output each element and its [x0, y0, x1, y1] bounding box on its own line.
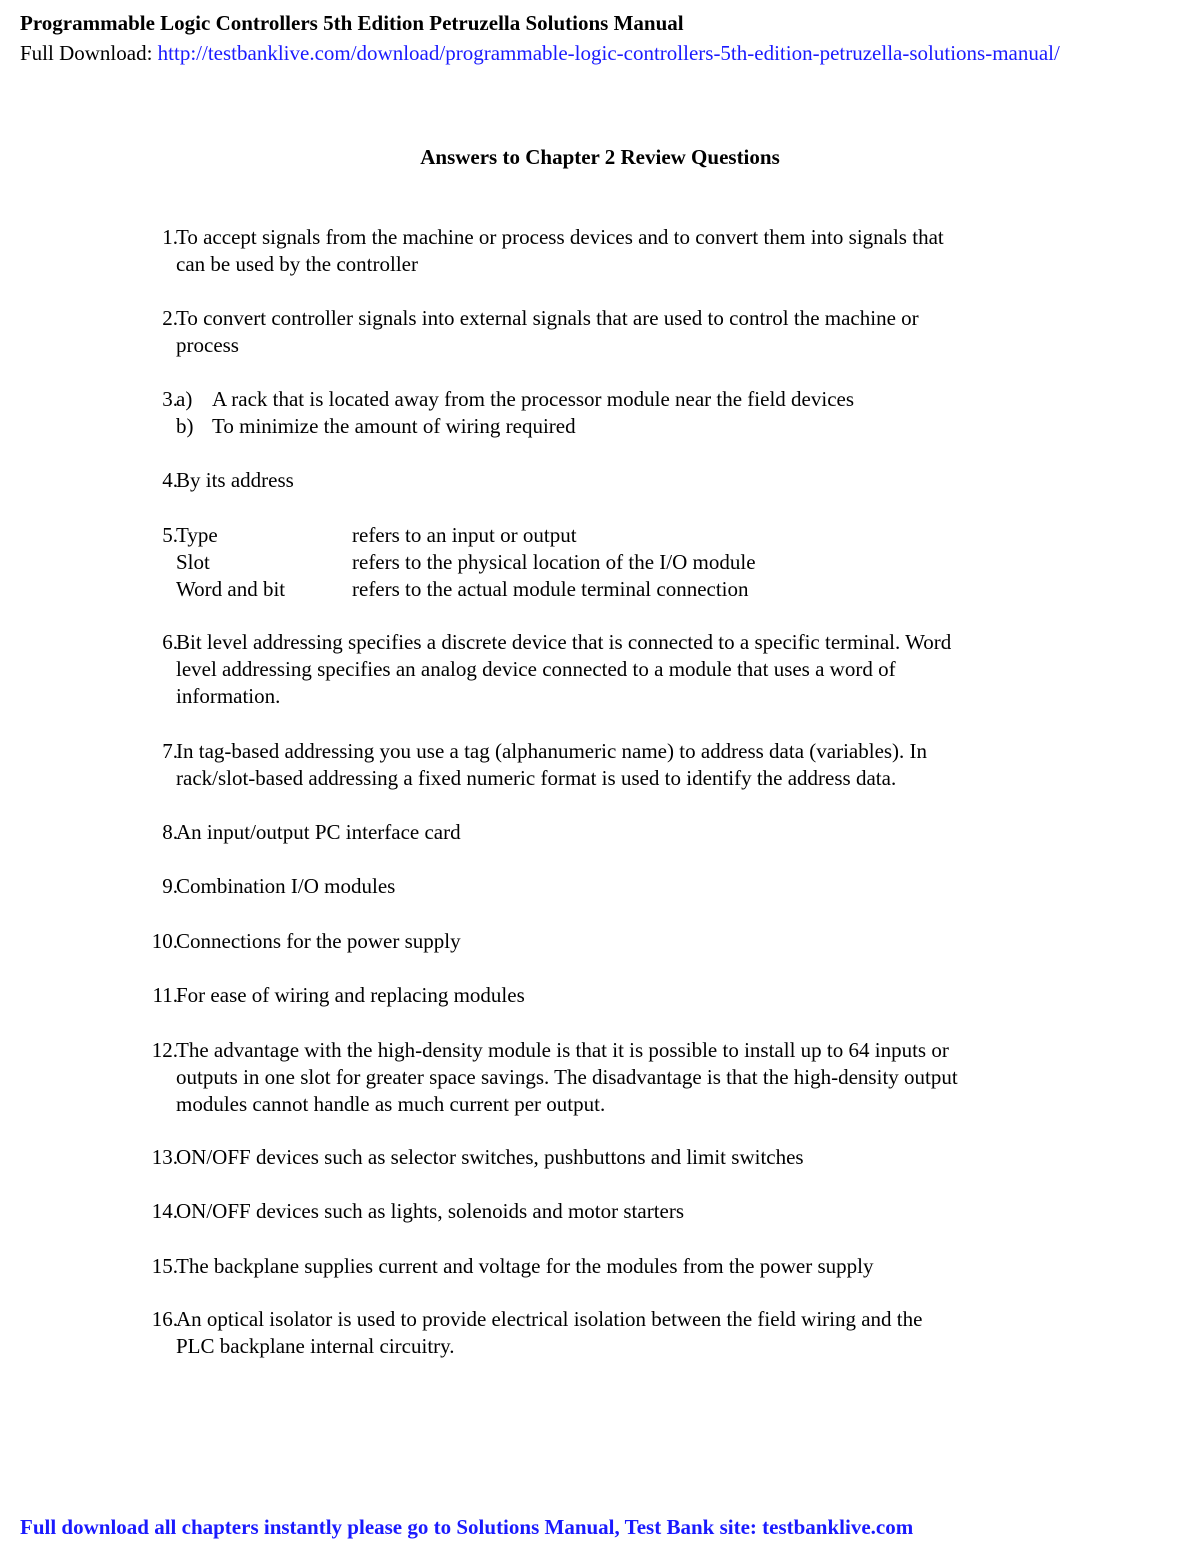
answer-line: In tag-based addressing you use a tag (alphanumeric name) to address data (variables). In	[176, 739, 928, 763]
term-type: Type	[176, 523, 218, 547]
answer-text	[176, 982, 1066, 1009]
answer-line: Combination I/O modules	[176, 874, 396, 898]
answer-number: 12.	[151, 1038, 178, 1062]
answer-line: modules cannot handle as much current per output.	[176, 1092, 606, 1116]
answer-line: To accept signals from the machine or process devices and to convert them into signals that	[176, 225, 944, 249]
answer-text	[176, 629, 1066, 710]
table-row	[176, 522, 1066, 549]
answer-text	[176, 1144, 1066, 1171]
answer-line: outputs in one slot for greater space savings. The disadvantage is that the high-density output	[176, 1065, 958, 1089]
answer-number: 7.	[162, 739, 178, 763]
answer-line: By its address	[176, 468, 294, 492]
answer-line: To convert controller signals into external signals that are used to control the machine or	[176, 306, 919, 330]
answer-text	[176, 1253, 1066, 1280]
answer-number: 16.	[151, 1307, 178, 1331]
answer-line: PLC backplane internal circuitry.	[176, 1334, 455, 1358]
answer-text	[176, 873, 1066, 900]
answer-text	[176, 738, 1066, 792]
download-label: Full Download:	[20, 41, 158, 65]
answer-number: 1.	[162, 225, 178, 249]
answer-number: 14.	[151, 1199, 178, 1223]
sub-letter: a)	[176, 387, 193, 411]
answer-line: For ease of wiring and replacing modules	[176, 983, 525, 1007]
answer-line: rack/slot-based addressing a fixed numeric format is used to identify the address data.	[176, 766, 897, 790]
answer-line: Bit level addressing specifies a discrete device that is connected to a specific terminal. Word	[176, 630, 952, 654]
answer-number: 3.	[162, 387, 178, 411]
sub-text: To minimize the amount of wiring required	[212, 414, 576, 438]
answer-line: information.	[176, 684, 281, 708]
answer-text	[176, 224, 1066, 278]
answer-line: ON/OFF devices such as selector switches, pushbuttons and limit switches	[176, 1145, 804, 1169]
answer-line: ON/OFF devices such as lights, solenoids and motor starters	[176, 1199, 685, 1223]
sub-letter: b)	[176, 414, 194, 438]
answer-line: The advantage with the high-density module is that it is possible to install up to 64 inputs or	[176, 1038, 949, 1062]
answer-number: 5.	[162, 523, 178, 547]
table-row	[176, 576, 1066, 603]
answer-text	[176, 1306, 1066, 1360]
answer-number: 15.	[151, 1254, 178, 1278]
answer-number: 4.	[162, 468, 178, 492]
sub-text: A rack that is located away from the processor module near the field devices	[212, 387, 855, 411]
table-row	[176, 549, 1066, 576]
chapter-heading: Answers to Chapter 2 Review Questions	[420, 145, 780, 169]
answer-line: can be used by the controller	[176, 252, 418, 276]
download-link[interactable]: http://testbanklive.com/download/programmable-logic-controllers-5th-edition-petruzella-solutions-manual/	[157, 41, 1060, 65]
answer-number: 6.	[162, 630, 178, 654]
answer-line: The backplane supplies current and voltage for the modules from the power supply	[176, 1254, 874, 1278]
answer-text	[176, 386, 1066, 440]
sub-answer-b	[176, 413, 1066, 440]
answer-number: 10.	[151, 929, 178, 953]
document-title: Programmable Logic Controllers 5th Edition Petruzella Solutions Manual	[20, 11, 684, 35]
answer-number: 13.	[151, 1145, 178, 1169]
answer-number: 8.	[162, 820, 178, 844]
answer-text	[176, 928, 1066, 955]
answer-text	[176, 467, 1066, 494]
answer-line: Connections for the power supply	[176, 929, 461, 953]
answer-line: process	[176, 333, 239, 357]
term-desc: refers to the actual module terminal connection	[352, 577, 749, 601]
answer-number: 11.	[152, 983, 178, 1007]
answer-number: 2.	[162, 306, 178, 330]
term-desc: refers to the physical location of the I/O module	[352, 550, 756, 574]
download-line	[20, 40, 1060, 66]
answer-text	[176, 1037, 1066, 1118]
answer-text	[176, 819, 1066, 846]
answer-line: level addressing specifies an analog device connected to a module that uses a word of	[176, 657, 896, 681]
term-slot: Slot	[176, 550, 210, 574]
address-format-table	[176, 522, 1066, 603]
answer-text	[176, 305, 1066, 359]
answer-line: An input/output PC interface card	[176, 820, 461, 844]
answer-text	[176, 1198, 1066, 1225]
footer-download-banner[interactable]: Full download all chapters instantly please go to Solutions Manual, Test Bank site: testbanklive.com	[20, 1515, 914, 1539]
term-word-bit: Word and bit	[176, 577, 286, 601]
answer-line: An optical isolator is used to provide electrical isolation between the field wiring and the	[176, 1307, 923, 1331]
sub-answer-a	[176, 386, 1066, 413]
answer-number: 9.	[162, 874, 178, 898]
term-desc: refers to an input or output	[352, 523, 577, 547]
